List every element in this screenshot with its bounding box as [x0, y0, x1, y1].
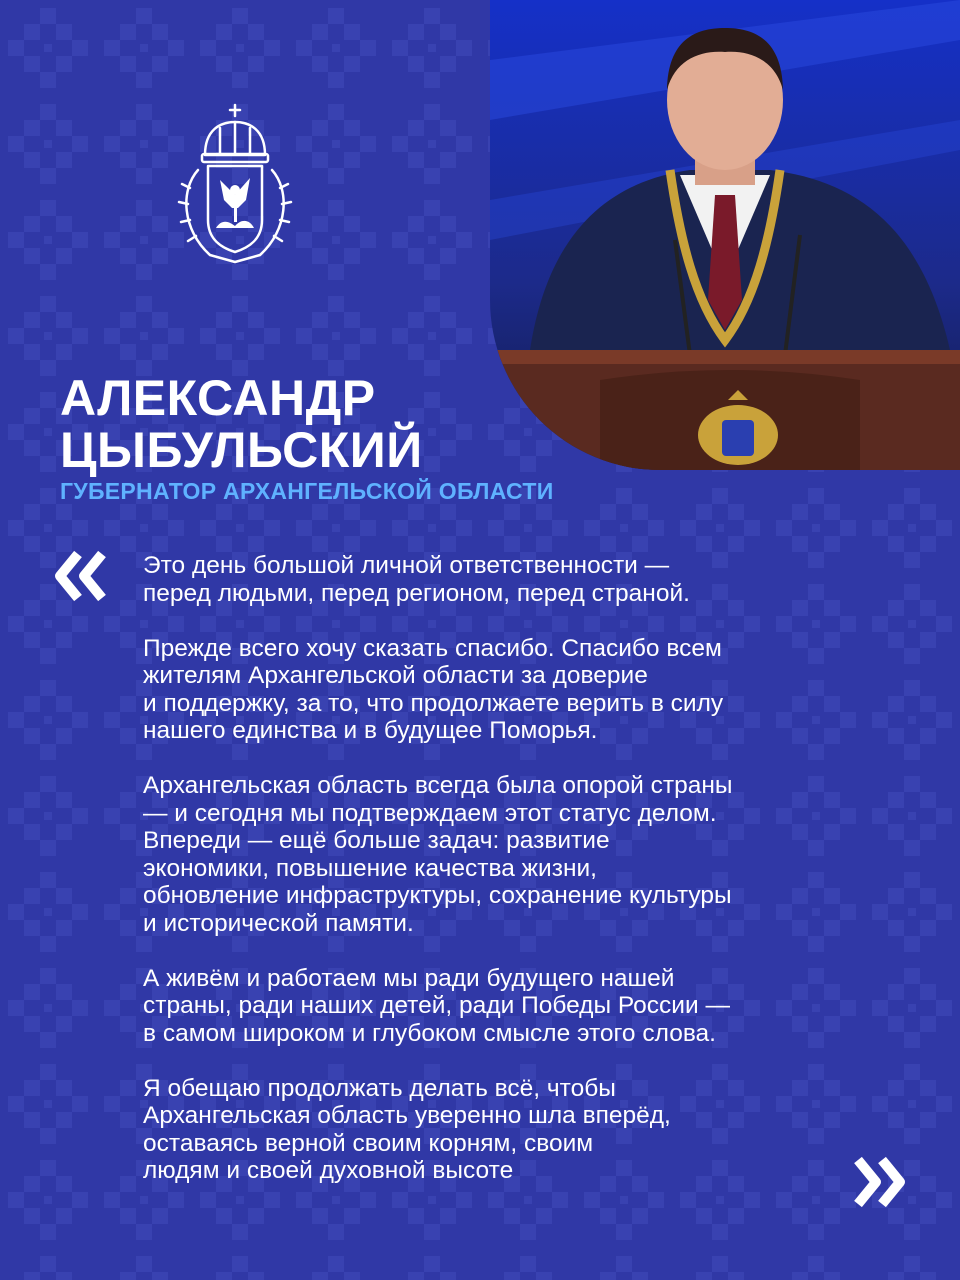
name-last: ЦЫБУЛЬСКИЙ	[60, 422, 423, 478]
quote-paragraph: А живём и работаем мы ради будущего нашей страны, ради наших детей, ради Победы России — в самом широком и глубоком смысле этого слова.	[143, 964, 730, 1047]
governor-position: ГУБЕРНАТОР АРХАНГЕЛЬСКОЙ ОБЛАСТИ	[60, 478, 554, 504]
quote-paragraph: Я обещаю продолжать делать всё, чтобы Архангельская область уверенно шла вперёд, оставаясь верной своим корням, своим людям и своей духовной высоте	[143, 1074, 671, 1184]
coat-of-arms-icon	[150, 100, 320, 270]
quote-paragraph: Архангельская область всегда была опорой страны — и сегодня мы подтверждаем этот статус делом. Впереди — ещё больше задач: развитие экономики, повышение качества жизни, обновление инфраструктуры, сохранение культуры и исторической памяти.	[143, 772, 733, 937]
double-chevron-left-icon	[52, 550, 110, 602]
quote-paragraph: Прежде всего хочу сказать спасибо. Спасибо всем жителям Архангельской области за доверие и поддержку, за то, что продолжаете верить в силу нашего единства и в будущее Поморья.	[143, 634, 724, 744]
governor-name	[60, 372, 423, 476]
double-chevron-right-icon	[850, 1156, 908, 1208]
quote-text	[143, 552, 923, 1212]
quote-paragraph: Это день большой личной ответственности — перед людьми, перед регионом, перед страной.	[143, 552, 690, 607]
name-first: АЛЕКСАНДР	[60, 370, 376, 426]
governor-photo	[490, 0, 960, 470]
